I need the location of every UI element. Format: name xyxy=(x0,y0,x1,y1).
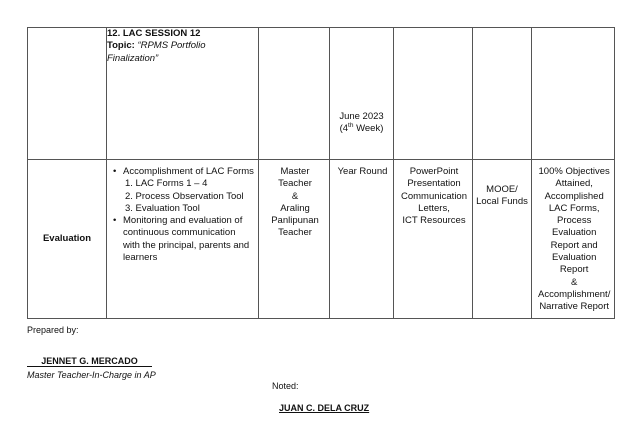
resources-cell: PowerPoint Presentation Communication Letters, ICT Resources xyxy=(394,160,473,319)
persons-cell: Master Teacher & Araling Panlipunan Teacher xyxy=(259,160,330,319)
session-cell xyxy=(107,28,259,160)
table-row xyxy=(28,28,615,160)
list-item: 2. Process Observation Tool xyxy=(125,190,244,202)
session-title: 12. LAC SESSION 12 xyxy=(107,28,201,39)
empty-cell xyxy=(394,28,473,160)
list-item: • Accomplishment of LAC Forms xyxy=(113,166,254,178)
outputs-cell: 100% Objectives Attained, Accomplished LAC Forms, Process Evaluation Report and Evaluation Report & Accomplishment/ Narrative Report xyxy=(532,160,615,319)
row-label-evaluation: Evaluation xyxy=(28,160,107,319)
list-item: 1. LAC Forms 1 – 4 xyxy=(125,178,208,190)
list-item: 3. Evaluation Tool xyxy=(125,202,200,214)
activities-cell xyxy=(107,160,259,319)
preparer-name: JENNET G. MERCADO xyxy=(27,356,152,367)
noted-label: Noted: xyxy=(272,381,299,391)
preparer-title: Master Teacher-In-Charge in AP xyxy=(27,370,156,380)
funds-cell: MOOE/ Local Funds xyxy=(473,160,532,319)
table-row xyxy=(28,160,615,319)
date-month: June 2023 xyxy=(339,111,384,122)
action-plan-table xyxy=(27,27,615,319)
empty-cell xyxy=(473,28,532,160)
list-item: • Monitoring and evaluation of continuous communication with the principal, parents and learners xyxy=(113,215,254,264)
prepared-by-label: Prepared by: xyxy=(27,325,79,335)
empty-cell xyxy=(28,28,107,160)
topic-label: Topic: xyxy=(107,40,135,52)
date-week: (4th Week) xyxy=(339,122,384,135)
empty-cell xyxy=(259,28,330,160)
timeframe-cell: Year Round xyxy=(330,160,394,319)
date-cell xyxy=(330,28,394,160)
noter-name: JUAN C. DELA CRUZ xyxy=(279,403,370,413)
empty-cell xyxy=(532,28,615,160)
topic-value: “RPMS Portfolio Finalization” xyxy=(107,40,206,64)
